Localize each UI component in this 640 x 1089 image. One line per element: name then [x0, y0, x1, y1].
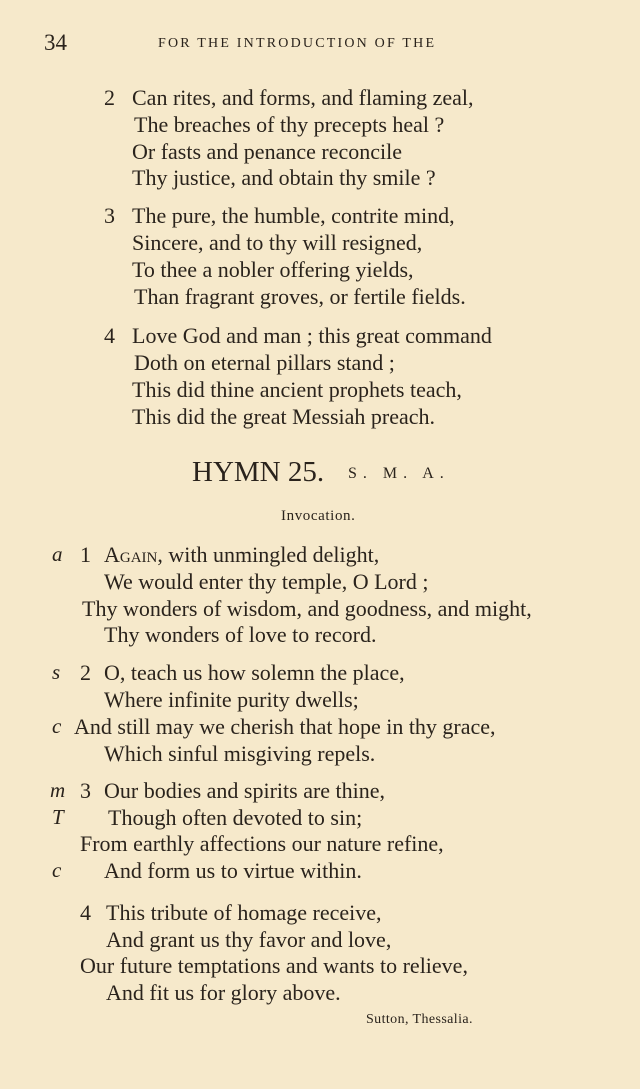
- dynamic-mark: a: [52, 542, 63, 566]
- stanza-number: 4: [80, 900, 91, 925]
- verse-line: Our bodies and spirits are thine,: [104, 778, 386, 803]
- tune-attribution: Sutton, Thessalia.: [366, 1012, 473, 1027]
- verse-line: And fit us for glory above.: [106, 980, 341, 1005]
- verse-line: The pure, the humble, contrite mind,: [132, 203, 455, 228]
- hymn-title: HYMN 25.: [192, 456, 325, 488]
- verse-line: Doth on eternal pillars stand ;: [134, 350, 395, 375]
- verse-line: This tribute of homage receive,: [106, 900, 382, 925]
- dynamic-mark: c: [52, 858, 62, 882]
- first-word-small-caps: Again: [104, 542, 158, 567]
- verse-line: Where infinite purity dwells;: [104, 687, 359, 712]
- verse-line: The breaches of thy precepts heal ?: [134, 112, 445, 137]
- verse-line: O, teach us how solemn the place,: [104, 660, 405, 685]
- verse-line: Which sinful misgiving repels.: [104, 741, 376, 766]
- stanza-number: 3: [104, 203, 115, 228]
- verse-line: And form us to virtue within.: [104, 858, 362, 883]
- verse-line: [104, 542, 379, 568]
- verse-line: Though often devoted to sin;: [108, 805, 363, 830]
- verse-line: Sincere, and to thy will resigned,: [132, 230, 423, 255]
- dynamic-mark: m: [50, 778, 66, 802]
- verse-line-rest: , with unmingled delight,: [157, 542, 380, 567]
- page-number: 34: [44, 30, 67, 55]
- verse-line: This did the great Messiah preach.: [132, 404, 436, 429]
- dynamic-mark: s: [52, 660, 61, 684]
- verse-line: Thy wonders of wisdom, and goodness, and might,: [82, 596, 532, 621]
- dynamic-mark: T: [52, 805, 64, 829]
- verse-line: Can rites, and forms, and flaming zeal,: [132, 85, 474, 110]
- stanza-number: 3: [80, 778, 91, 803]
- dynamic-mark: c: [52, 714, 62, 738]
- verse-line: To thee a nobler offering yields,: [132, 257, 414, 282]
- verse-line: Love God and man ; this great command: [132, 323, 492, 348]
- verse-line: From earthly affections our nature refine,: [80, 831, 444, 856]
- verse-line: And grant us thy favor and love,: [106, 927, 392, 952]
- verse-line: We would enter thy temple, O Lord ;: [104, 569, 429, 594]
- stanza-number: 2: [104, 85, 115, 110]
- verse-line: And still may we cherish that hope in thy grace,: [74, 714, 496, 739]
- verse-line: Thy wonders of love to record.: [104, 622, 377, 647]
- hymn-meter: S. M. A.: [348, 465, 450, 482]
- verse-line: Thy justice, and obtain thy smile ?: [132, 165, 436, 190]
- running-title: FOR THE INTRODUCTION OF THE: [158, 36, 437, 51]
- verse-line: This did thine ancient prophets teach,: [132, 377, 462, 402]
- stanza-number: 1: [80, 542, 91, 567]
- verse-line: Or fasts and penance reconcile: [132, 139, 402, 164]
- verse-line: Our future temptations and wants to relieve,: [80, 953, 468, 978]
- verse-line: Than fragrant groves, or fertile fields.: [134, 284, 466, 309]
- stanza-number: 2: [80, 660, 91, 685]
- stanza-number: 4: [104, 323, 115, 348]
- hymn-subject: Invocation.: [281, 508, 356, 524]
